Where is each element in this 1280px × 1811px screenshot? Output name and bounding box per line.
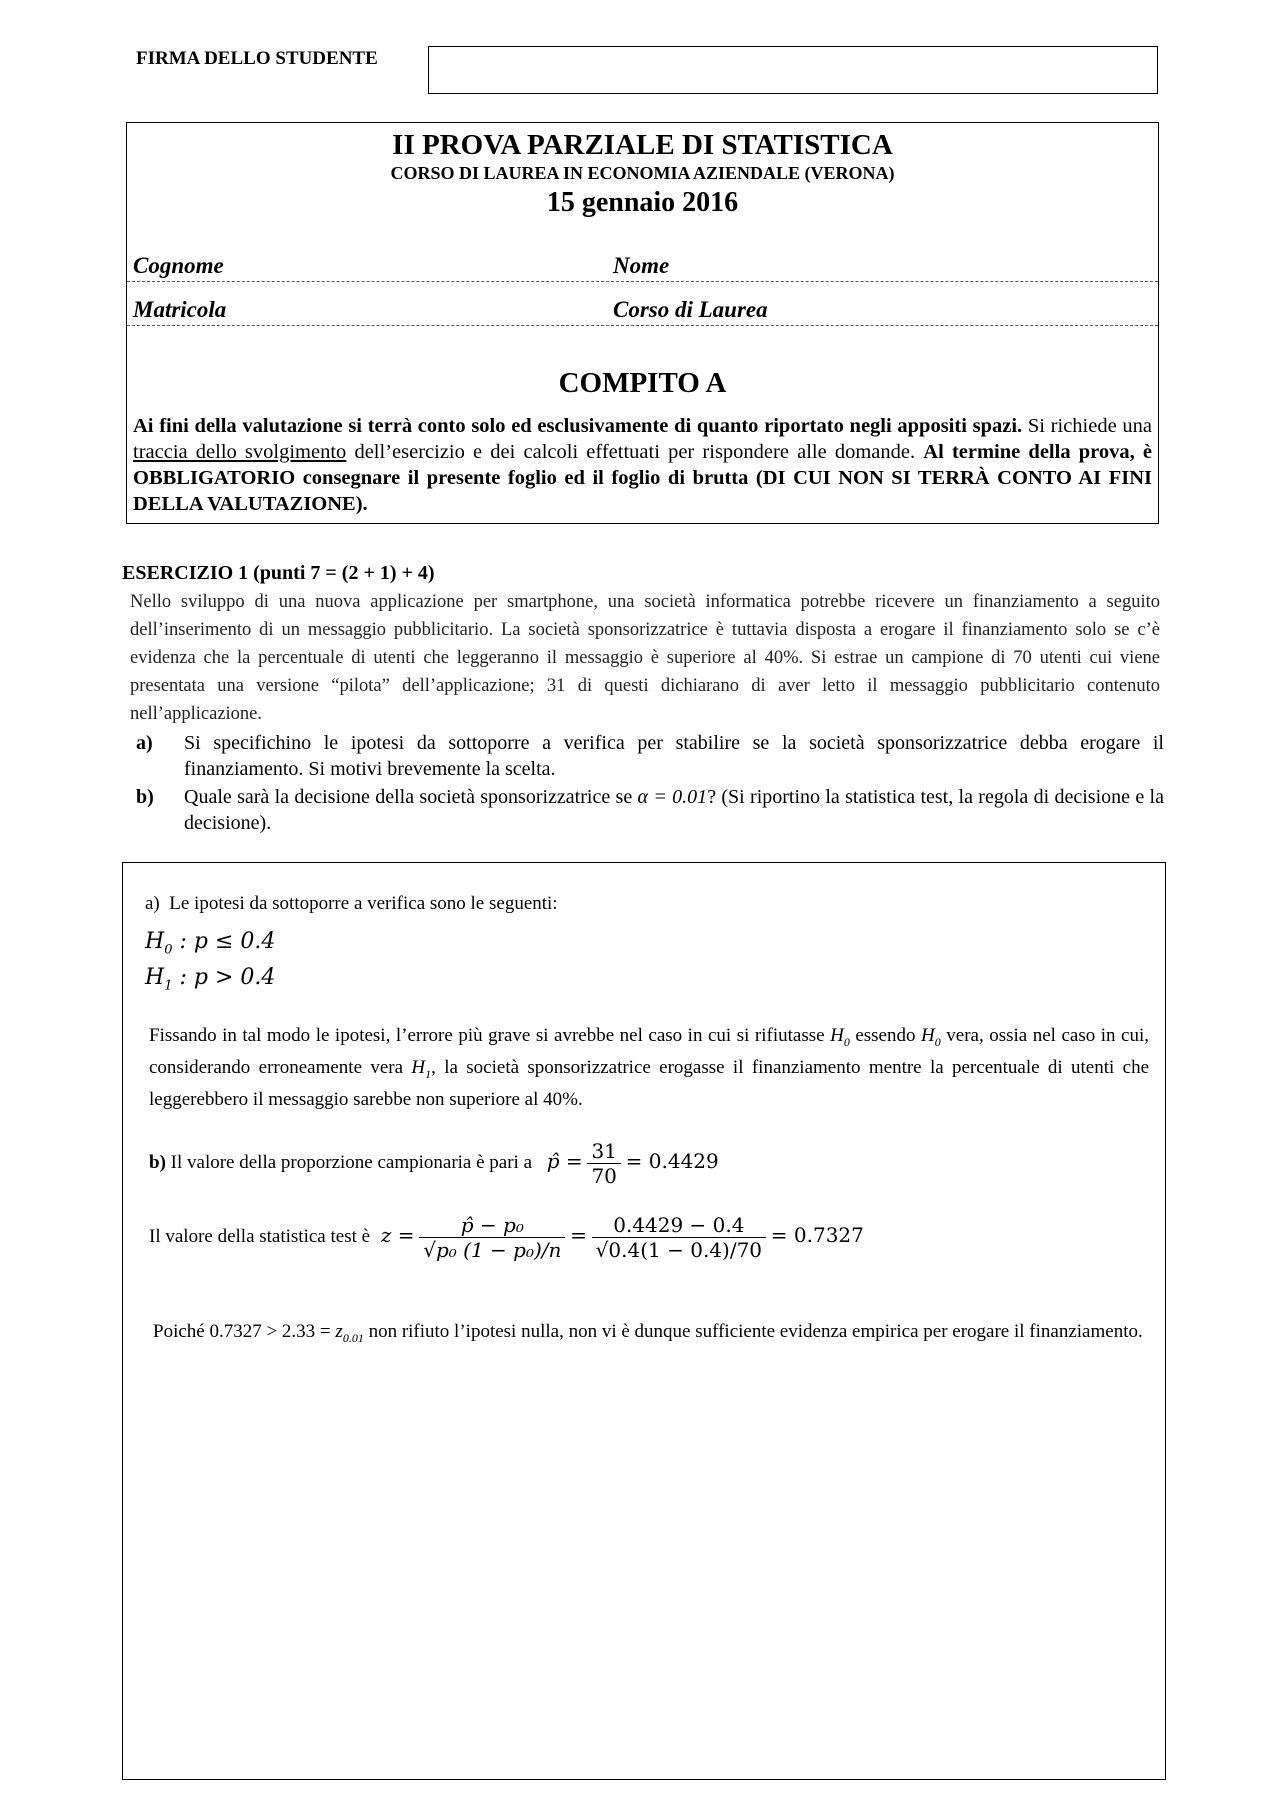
hypothesis-explanation: Fissando in tal modo le ipotesi, l’errore più grave si avrebbe nel caso in cui si rifiutasse $H_0$ essendo $H_0$ vera, ossia nel caso in cui, considerando erroneamente vera $H_1$, la società sponsorizzatrice erogasse il finanziamento mentre la percentuale di utenti che leggerebbero il messaggio sarebbe non superiore al 40%.	[149, 1025, 1150, 1110]
instructions-text-2: dell’esercizio e dei calcoli effettuati per rispondere alle domande.	[346, 441, 924, 463]
instructions-text-1: Si richiede una	[1022, 415, 1152, 437]
surname-name-line[interactable]	[127, 281, 1158, 282]
signature-label: FIRMA DELLO STUDENTE	[136, 48, 378, 69]
instructions-underlined: traccia dello svolgimento	[133, 441, 347, 463]
degree-label: Corso di Laurea	[613, 297, 768, 322]
name-label: Nome	[613, 253, 670, 278]
instructions-bold-2: Al termine della prova, è OBBLIGATORIO consegnare il presente foglio ed il foglio di brutta (DI CUI NON SI TERRÀ CONTO AI FINI DELLA VALUTAZIONE).	[133, 441, 1152, 515]
p-hat-fraction: $\frac{31}{70}$	[587, 1139, 620, 1188]
course-name: CORSO DI LAUREA IN ECONOMIA AZIENDALE (VERONA)	[390, 163, 895, 183]
question-b-letter: b)	[136, 786, 154, 808]
question-b-text: Quale sarà la decisione della società sponsorizzatrice se α = 0.01? (Si riportino la statistica test, la regola di decisione e la decisione).	[184, 786, 1164, 834]
instructions	[133, 413, 1152, 517]
surname-label: Cognome	[133, 253, 224, 278]
exam-title: II PROVA PARZIALE DI STATISTICA	[392, 129, 893, 161]
compito-label: COMPITO A	[558, 367, 727, 399]
sample-proportion: b) Il valore della proporzione campionaria è pari a p̂ = $\frac{31}{70}$ = 0.4429	[149, 1139, 719, 1188]
test-statistic: Il valore della statistica test è z = $\frac{\text{p̂ − p₀}}{\text{√p₀ (1 − p₀)/n}}$ = $\frac{0.4429 - 0.4}{√0.4(1 - 0.4)/70}$ = 0.7327	[149, 1213, 864, 1262]
signature-field[interactable]	[428, 46, 1158, 94]
question-b	[136, 784, 1164, 836]
question-a-letter: a)	[136, 732, 153, 754]
question-a-text: Si specifichino le ipotesi da sottoporre a verifica per stabilire se la società sponsorizzatrice debba erogare il finanziamento. Si motivi brevemente la scelta.	[184, 732, 1164, 780]
null-hypothesis: $H_0$ : p ≤ 0.4	[145, 929, 276, 958]
z-formula-numeric: $\frac{0.4429 - 0.4}{√0.4(1 - 0.4)/70}$	[592, 1213, 766, 1262]
alpha-value: α = 0.01	[637, 786, 708, 808]
answer-box[interactable]	[122, 862, 1166, 1780]
exercise-text: Nello sviluppo di una nuova applicazione per smartphone, una società informatica potrebbe ricevere un finanziamento a seguito dell’inserimento di un messaggio pubblicitario. La società sponsorizzatrice è tuttavia disposta a erogare il finanziamento solo se c’è evidenza che la percentuale di utenti che leggeranno il messaggio è superiore al 40%. Si estrae un campione di 70 utenti cui viene presentata una versione “pilota” dell’applicazione; 31 di questi dichiarano di aver letto il messaggio pubblicitario contenuto nell’applicazione.	[130, 592, 1160, 724]
exercise-title: ESERCIZIO 1 (punti 7 = (2 + 1) + 4)	[122, 562, 435, 584]
question-a	[136, 730, 1164, 782]
answer-a-intro: a) Le ipotesi da sottoporre a verifica sono le seguenti:	[145, 893, 558, 914]
exam-date: 15 gennaio 2016	[546, 187, 739, 218]
alternative-hypothesis: $H_1$ : p > 0.4	[145, 965, 276, 994]
conclusion: Poiché $0.7327 > 2.33 = z_{0.01}$ non rifiuto l’ipotesi nulla, non vi è dunque sufficiente evidenza empirica per erogare il finanziamento.	[153, 1321, 1143, 1345]
z-formula-symbolic: $\frac{\text{p̂ − p₀}}{\text{√p₀ (1 − p₀)/n}}$	[419, 1213, 565, 1262]
exam-header	[126, 122, 1159, 524]
student-id-degree-line[interactable]	[127, 325, 1158, 326]
instructions-bold-1: Ai fini della valutazione si terrà conto solo ed esclusivamente di quanto riportato negli appositi spazi.	[133, 415, 1023, 437]
student-id-label: Matricola	[133, 297, 227, 322]
